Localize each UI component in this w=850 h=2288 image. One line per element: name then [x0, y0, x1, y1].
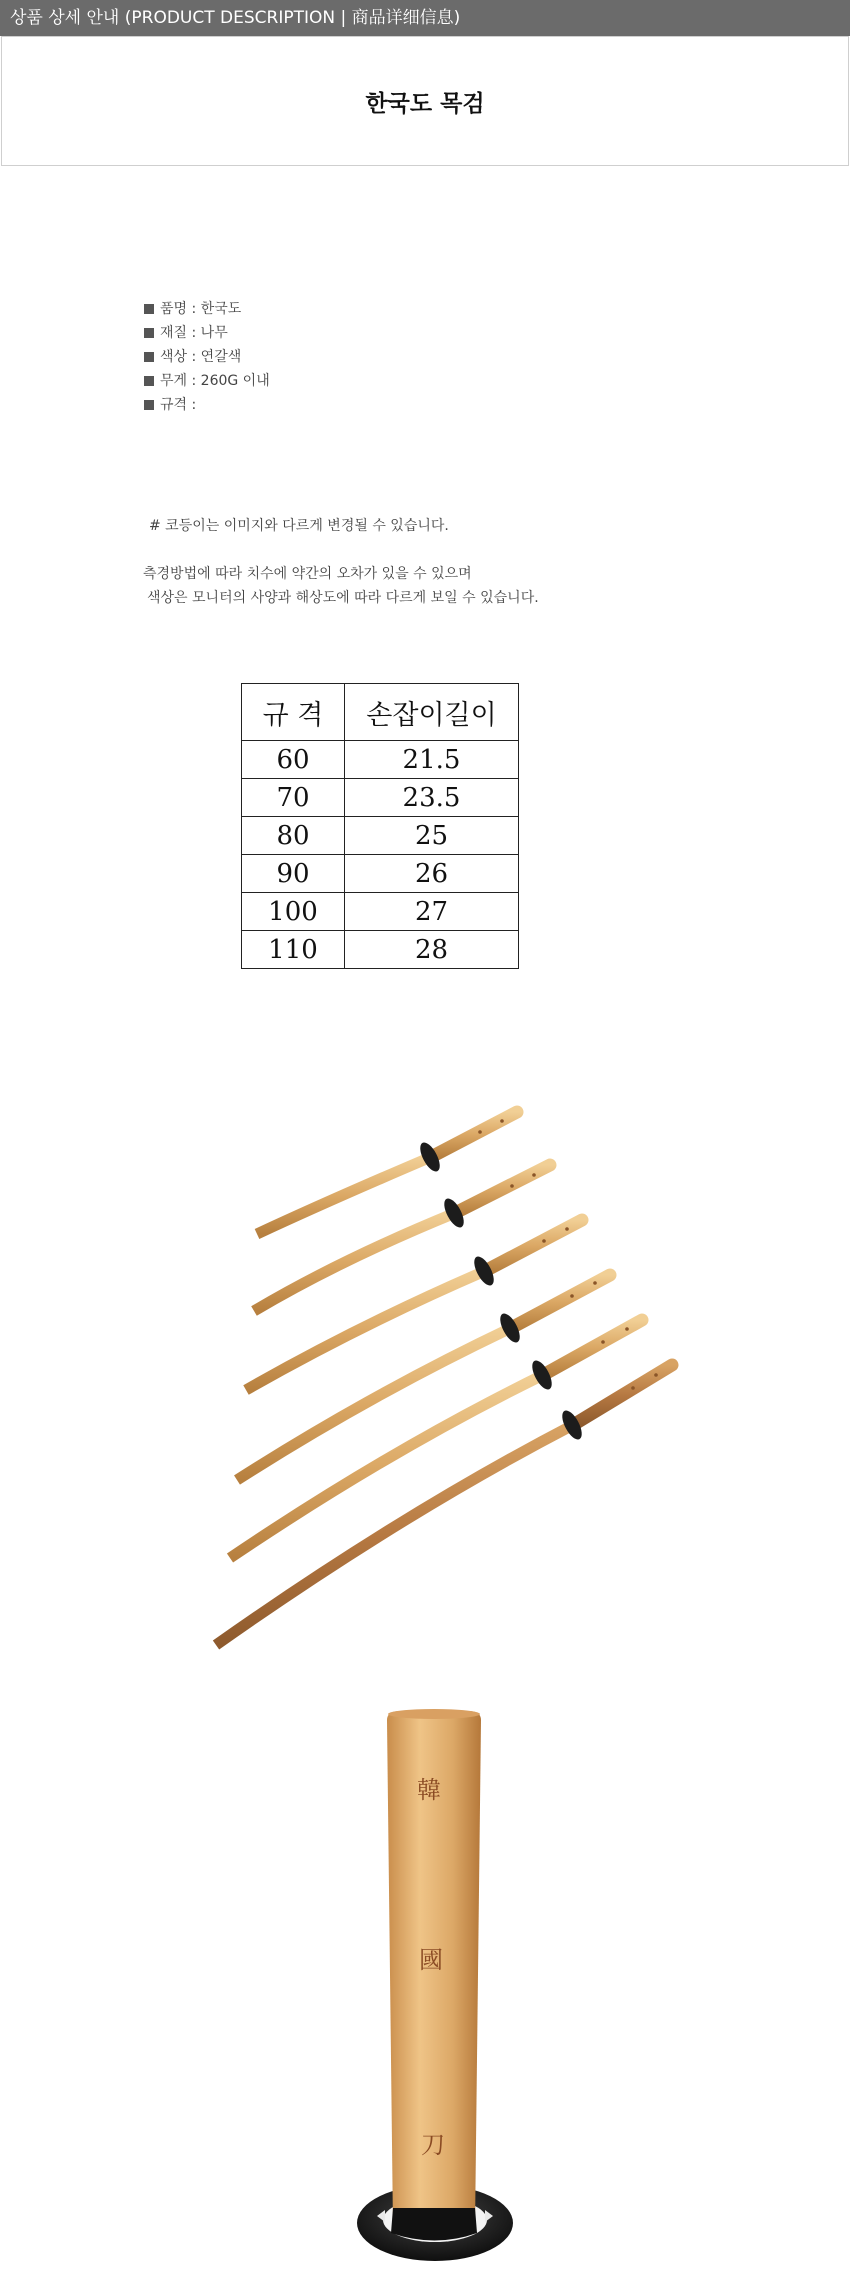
- spec-item: 색상 : 연갈색: [144, 345, 270, 369]
- square-bullet-icon: [144, 400, 154, 410]
- table-row: [242, 779, 519, 817]
- handle-length-cell: 28: [345, 931, 519, 969]
- handle-length-cell: 27: [345, 893, 519, 931]
- table-row: [242, 817, 519, 855]
- spec-item: 품명 : 한국도: [144, 297, 270, 321]
- square-bullet-icon: [144, 304, 154, 314]
- spec-item: 규격 :: [144, 393, 270, 417]
- guard-change-note: # 코등이는 이미지와 다르게 변경될 수 있습니다.: [149, 518, 449, 534]
- square-bullet-icon: [144, 376, 154, 386]
- handle-length-cell: 21.5: [345, 741, 519, 779]
- size-cell: 100: [242, 893, 345, 931]
- spec-item: 재질 : 나무: [144, 321, 270, 345]
- sword-handle-closeup-image: [355, 1708, 515, 2288]
- description-header-text: 상품 상세 안내 (PRODUCT DESCRIPTION | 商品详细信息): [10, 8, 461, 28]
- table-row: [242, 741, 519, 779]
- table-row: [242, 855, 519, 893]
- handle-char-1: 韓: [417, 1776, 441, 1804]
- product-title-box: [1, 36, 849, 166]
- size-column-header: 규 격: [242, 684, 345, 741]
- size-table-header-row: [242, 684, 519, 741]
- table-row: [242, 931, 519, 969]
- measurement-note: 측경방법에 따라 치수에 약간의 오차가 있을 수 있으며: [143, 566, 472, 582]
- size-cell: 80: [242, 817, 345, 855]
- spec-item: 무게 : 260G 이내: [144, 369, 270, 393]
- product-title: 한국도 목검: [365, 91, 485, 117]
- description-header-bar: [0, 0, 850, 36]
- handle-char-2: 國: [419, 1946, 443, 1974]
- size-cell: 70: [242, 779, 345, 817]
- handle-char-3: 刀: [421, 2131, 445, 2159]
- square-bullet-icon: [144, 328, 154, 338]
- table-row: [242, 893, 519, 931]
- spec-list: [144, 297, 270, 417]
- size-table: [241, 683, 519, 969]
- color-note: 색상은 모니터의 사양과 해상도에 따라 다르게 보일 수 있습니다.: [147, 590, 539, 606]
- handle-length-cell: 25: [345, 817, 519, 855]
- size-cell: 90: [242, 855, 345, 893]
- six-wooden-swords-image: [130, 1075, 720, 1685]
- size-cell: 110: [242, 931, 345, 969]
- size-cell: 60: [242, 741, 345, 779]
- square-bullet-icon: [144, 352, 154, 362]
- handle-length-column-header: 손잡이길이: [345, 684, 519, 741]
- handle-length-cell: 26: [345, 855, 519, 893]
- handle-length-cell: 23.5: [345, 779, 519, 817]
